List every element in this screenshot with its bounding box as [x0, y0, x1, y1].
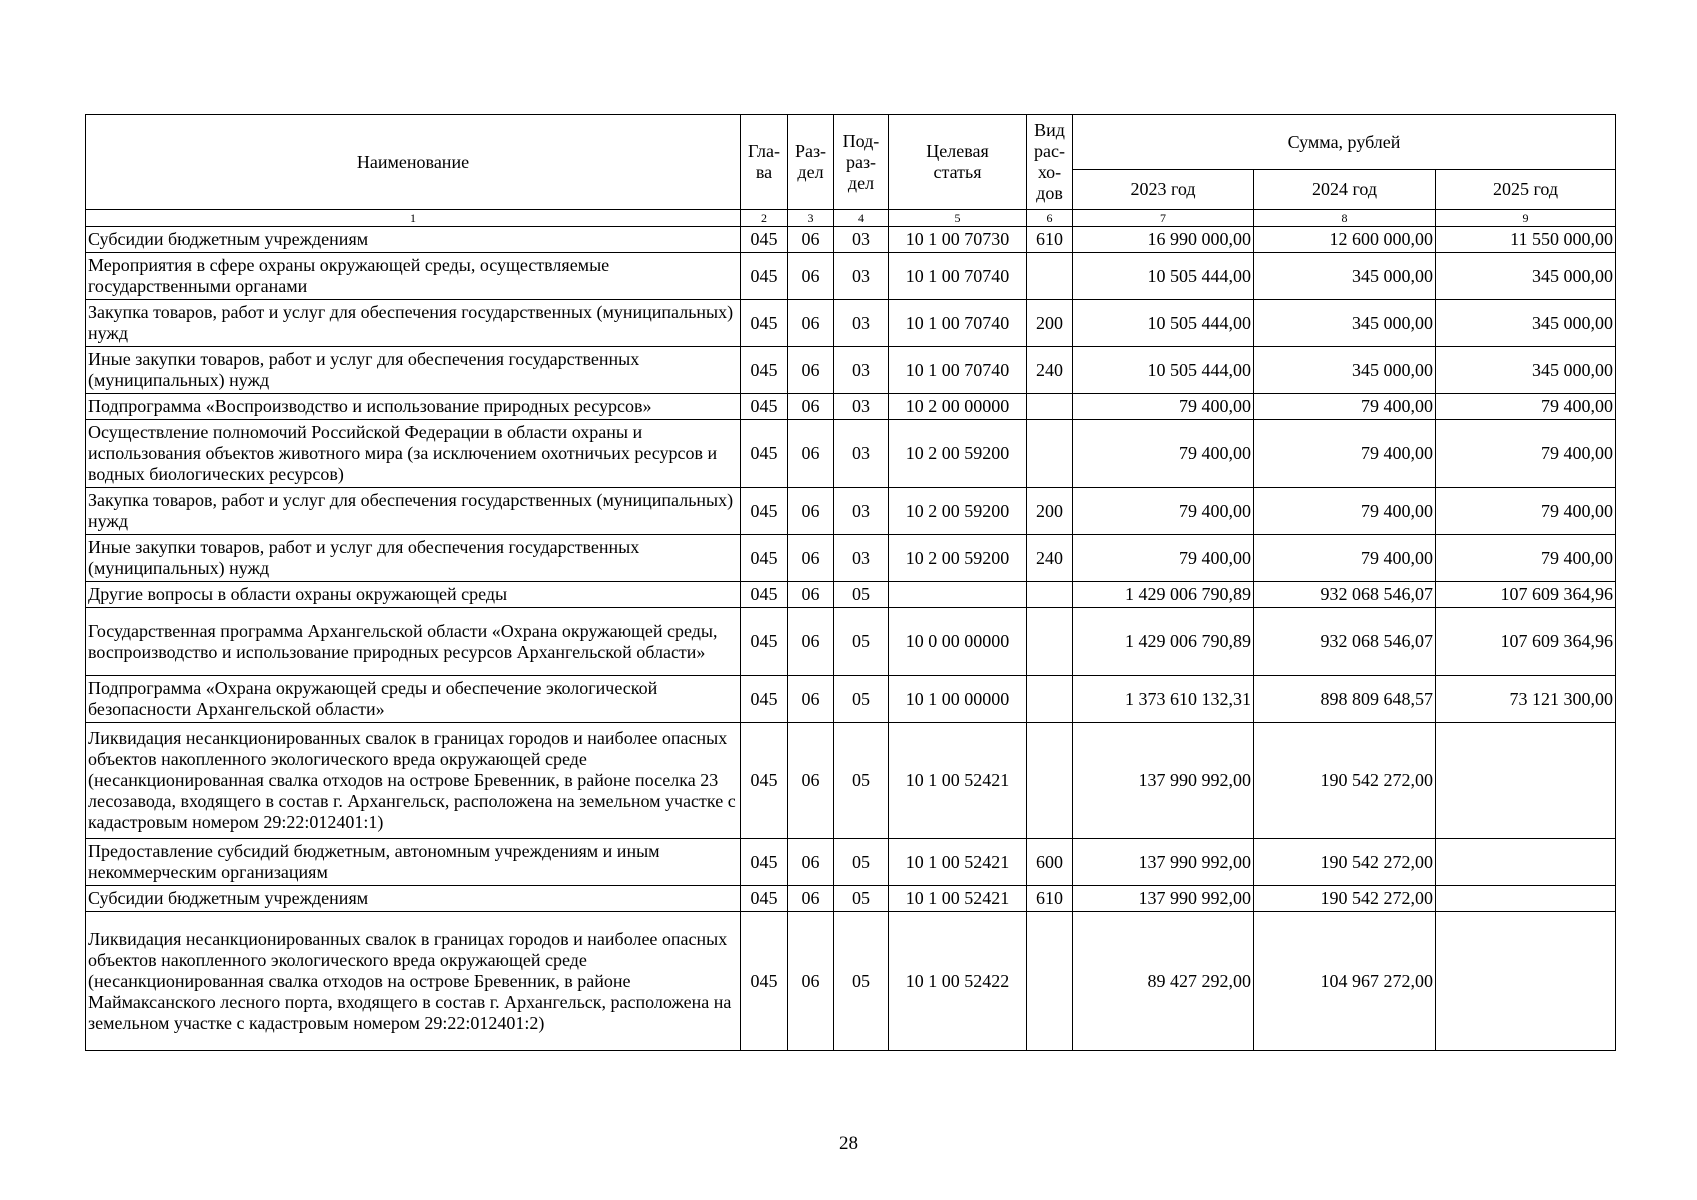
row-name: Осуществление полномочий Российской Федерации в области охраны и использования объектов животного мира (за исключением охотничьих ресурсов и водных биологических ресурсов) — [86, 420, 741, 488]
table-row — [86, 300, 1616, 347]
row-razdel: 06 — [788, 723, 834, 839]
row-vid-raskhodov: 610 — [1027, 886, 1073, 912]
table-row — [86, 676, 1616, 723]
row-glava: 045 — [741, 582, 788, 608]
row-amount-2024: 190 542 272,00 — [1254, 723, 1436, 839]
col-number: 5 — [889, 210, 1027, 227]
row-razdel: 06 — [788, 608, 834, 676]
row-amount-2023: 10 505 444,00 — [1073, 347, 1254, 394]
table-row — [86, 912, 1616, 1051]
row-amount-2025 — [1436, 912, 1616, 1051]
row-amount-2024: 12 600 000,00 — [1254, 227, 1436, 253]
header-name: Наименование — [86, 115, 741, 210]
table-row — [86, 839, 1616, 886]
row-razdel: 06 — [788, 300, 834, 347]
row-amount-2024: 345 000,00 — [1254, 300, 1436, 347]
row-podrazdel: 03 — [834, 300, 889, 347]
row-amount-2024: 898 809 648,57 — [1254, 676, 1436, 723]
row-glava: 045 — [741, 723, 788, 839]
header-year-2023: 2023 год — [1073, 170, 1254, 210]
row-tselevaya-statya: 10 1 00 70730 — [889, 227, 1027, 253]
row-tselevaya-statya: 10 1 00 70740 — [889, 347, 1027, 394]
row-podrazdel: 05 — [834, 608, 889, 676]
row-amount-2025: 79 400,00 — [1436, 394, 1616, 420]
row-name: Государственная программа Архангельской области «Охрана окружающей среды, воспроизводство и использование природных ресурсов Архангельской области» — [86, 608, 741, 676]
row-name: Предоставление субсидий бюджетным, автономным учреждениям и иным некоммерческим организациям — [86, 839, 741, 886]
budget-table — [85, 114, 1616, 1051]
row-glava: 045 — [741, 886, 788, 912]
row-glava: 045 — [741, 608, 788, 676]
row-amount-2025: 79 400,00 — [1436, 488, 1616, 535]
row-amount-2024: 932 068 546,07 — [1254, 608, 1436, 676]
header-tselevaya-statya: Целевая статья — [889, 115, 1027, 210]
col-number: 7 — [1073, 210, 1254, 227]
row-tselevaya-statya: 10 2 00 59200 — [889, 420, 1027, 488]
row-podrazdel: 05 — [834, 839, 889, 886]
row-glava: 045 — [741, 488, 788, 535]
col-number: 3 — [788, 210, 834, 227]
row-razdel: 06 — [788, 488, 834, 535]
row-glava: 045 — [741, 535, 788, 582]
row-amount-2025: 345 000,00 — [1436, 253, 1616, 300]
row-podrazdel: 05 — [834, 912, 889, 1051]
row-amount-2024: 79 400,00 — [1254, 394, 1436, 420]
row-glava: 045 — [741, 676, 788, 723]
row-vid-raskhodov — [1027, 676, 1073, 723]
row-amount-2024: 79 400,00 — [1254, 535, 1436, 582]
row-razdel: 06 — [788, 394, 834, 420]
table-row — [86, 488, 1616, 535]
page-number: 28 — [839, 1133, 858, 1154]
row-tselevaya-statya: 10 2 00 00000 — [889, 394, 1027, 420]
row-razdel: 06 — [788, 676, 834, 723]
table-row — [86, 420, 1616, 488]
row-amount-2025: 345 000,00 — [1436, 300, 1616, 347]
table-row — [86, 394, 1616, 420]
row-razdel: 06 — [788, 253, 834, 300]
row-vid-raskhodov — [1027, 253, 1073, 300]
row-name: Подпрограмма «Охрана окружающей среды и обеспечение экологической безопасности Архангельской области» — [86, 676, 741, 723]
row-podrazdel: 03 — [834, 535, 889, 582]
table-row — [86, 608, 1616, 676]
row-podrazdel: 03 — [834, 227, 889, 253]
table-row — [86, 723, 1616, 839]
row-vid-raskhodov: 200 — [1027, 488, 1073, 535]
row-vid-raskhodov — [1027, 723, 1073, 839]
col-number: 6 — [1027, 210, 1073, 227]
row-tselevaya-statya: 10 2 00 59200 — [889, 535, 1027, 582]
row-amount-2025 — [1436, 723, 1616, 839]
table-row — [86, 582, 1616, 608]
row-amount-2023: 79 400,00 — [1073, 394, 1254, 420]
table-row — [86, 227, 1616, 253]
row-name: Ликвидация несанкционированных свалок в границах городов и наиболее опасных объектов накопленного экологического вреда окружающей среде (несанкционированная свалка отходов на острове Бревенник, в районе поселка 23 лесозавода, входящего в состав г. Архангельск, расположена на земельном участке с кадастровым номером 29:22:012401:1) — [86, 723, 741, 839]
row-razdel: 06 — [788, 420, 834, 488]
header-vid-raskhodov: Вид рас- хо- дов — [1027, 115, 1073, 210]
row-amount-2023: 1 429 006 790,89 — [1073, 582, 1254, 608]
row-amount-2024: 932 068 546,07 — [1254, 582, 1436, 608]
row-name: Иные закупки товаров, работ и услуг для обеспечения государственных (муниципальных) нужд — [86, 347, 741, 394]
row-amount-2024: 190 542 272,00 — [1254, 886, 1436, 912]
row-tselevaya-statya: 10 1 00 70740 — [889, 300, 1027, 347]
row-vid-raskhodov: 600 — [1027, 839, 1073, 886]
header-summa: Сумма, рублей — [1073, 115, 1616, 170]
row-glava: 045 — [741, 347, 788, 394]
row-amount-2023: 137 990 992,00 — [1073, 723, 1254, 839]
row-amount-2024: 79 400,00 — [1254, 488, 1436, 535]
row-amount-2023: 10 505 444,00 — [1073, 253, 1254, 300]
row-amount-2023: 137 990 992,00 — [1073, 839, 1254, 886]
row-podrazdel: 03 — [834, 347, 889, 394]
row-name: Субсидии бюджетным учреждениям — [86, 227, 741, 253]
row-name: Закупка товаров, работ и услуг для обеспечения государственных (муниципальных) нужд — [86, 488, 741, 535]
row-tselevaya-statya: 10 0 00 00000 — [889, 608, 1027, 676]
header-year-2024: 2024 год — [1254, 170, 1436, 210]
row-amount-2025: 79 400,00 — [1436, 420, 1616, 488]
row-glava: 045 — [741, 912, 788, 1051]
row-podrazdel: 03 — [834, 253, 889, 300]
row-vid-raskhodov — [1027, 912, 1073, 1051]
row-razdel: 06 — [788, 347, 834, 394]
row-vid-raskhodov — [1027, 582, 1073, 608]
row-razdel: 06 — [788, 886, 834, 912]
row-glava: 045 — [741, 394, 788, 420]
row-amount-2025: 345 000,00 — [1436, 347, 1616, 394]
table-row — [86, 886, 1616, 912]
row-tselevaya-statya — [889, 582, 1027, 608]
row-razdel: 06 — [788, 912, 834, 1051]
table-row — [86, 253, 1616, 300]
row-razdel: 06 — [788, 227, 834, 253]
row-name: Подпрограмма «Воспроизводство и использование природных ресурсов» — [86, 394, 741, 420]
row-amount-2023: 1 429 006 790,89 — [1073, 608, 1254, 676]
row-tselevaya-statya: 10 1 00 52421 — [889, 839, 1027, 886]
row-name: Ликвидация несанкционированных свалок в границах городов и наиболее опасных объектов накопленного экологического вреда окружающей среде (несанкционированная свалка отходов на острове Бревенник, в районе Маймаксанского лесного порта, входящего в состав г. Архангельск, расположена на земельном участке с кадастровым номером 29:22:012401:2) — [86, 912, 741, 1051]
row-amount-2024: 190 542 272,00 — [1254, 839, 1436, 886]
row-razdel: 06 — [788, 839, 834, 886]
row-tselevaya-statya: 10 2 00 59200 — [889, 488, 1027, 535]
header-glava: Гла- ва — [741, 115, 788, 210]
row-podrazdel: 03 — [834, 420, 889, 488]
row-glava: 045 — [741, 300, 788, 347]
row-amount-2023: 79 400,00 — [1073, 535, 1254, 582]
row-razdel: 06 — [788, 582, 834, 608]
row-amount-2025: 107 609 364,96 — [1436, 582, 1616, 608]
col-number: 1 — [86, 210, 741, 227]
row-tselevaya-statya: 10 1 00 00000 — [889, 676, 1027, 723]
row-tselevaya-statya: 10 1 00 70740 — [889, 253, 1027, 300]
row-amount-2025: 11 550 000,00 — [1436, 227, 1616, 253]
row-amount-2024: 104 967 272,00 — [1254, 912, 1436, 1051]
row-podrazdel: 03 — [834, 488, 889, 535]
header-podrazdel: Под- раз- дел — [834, 115, 889, 210]
header-razdel: Раз- дел — [788, 115, 834, 210]
row-amount-2023: 79 400,00 — [1073, 488, 1254, 535]
row-podrazdel: 05 — [834, 723, 889, 839]
row-amount-2023: 137 990 992,00 — [1073, 886, 1254, 912]
row-name: Иные закупки товаров, работ и услуг для обеспечения государственных (муниципальных) нужд — [86, 535, 741, 582]
row-podrazdel: 05 — [834, 676, 889, 723]
row-amount-2024: 345 000,00 — [1254, 253, 1436, 300]
row-tselevaya-statya: 10 1 00 52421 — [889, 886, 1027, 912]
row-amount-2024: 79 400,00 — [1254, 420, 1436, 488]
row-amount-2025: 79 400,00 — [1436, 535, 1616, 582]
row-podrazdel: 05 — [834, 582, 889, 608]
row-vid-raskhodov: 610 — [1027, 227, 1073, 253]
row-vid-raskhodov: 200 — [1027, 300, 1073, 347]
col-number: 4 — [834, 210, 889, 227]
row-podrazdel: 03 — [834, 394, 889, 420]
row-vid-raskhodov — [1027, 394, 1073, 420]
row-amount-2024: 345 000,00 — [1254, 347, 1436, 394]
row-amount-2023: 89 427 292,00 — [1073, 912, 1254, 1051]
col-number: 9 — [1436, 210, 1616, 227]
col-number: 2 — [741, 210, 788, 227]
row-amount-2025 — [1436, 839, 1616, 886]
row-vid-raskhodov — [1027, 608, 1073, 676]
row-razdel: 06 — [788, 535, 834, 582]
header-year-2025: 2025 год — [1436, 170, 1616, 210]
row-amount-2023: 16 990 000,00 — [1073, 227, 1254, 253]
row-glava: 045 — [741, 839, 788, 886]
row-name: Мероприятия в сфере охраны окружающей среды, осуществляемые государственными органами — [86, 253, 741, 300]
row-podrazdel: 05 — [834, 886, 889, 912]
table-row — [86, 347, 1616, 394]
row-amount-2023: 1 373 610 132,31 — [1073, 676, 1254, 723]
col-number: 8 — [1254, 210, 1436, 227]
row-vid-raskhodov: 240 — [1027, 535, 1073, 582]
row-vid-raskhodov — [1027, 420, 1073, 488]
row-amount-2023: 10 505 444,00 — [1073, 300, 1254, 347]
table-header — [86, 115, 1616, 227]
row-amount-2025: 73 121 300,00 — [1436, 676, 1616, 723]
table-row — [86, 535, 1616, 582]
row-amount-2025: 107 609 364,96 — [1436, 608, 1616, 676]
row-glava: 045 — [741, 253, 788, 300]
row-name: Субсидии бюджетным учреждениям — [86, 886, 741, 912]
row-amount-2023: 79 400,00 — [1073, 420, 1254, 488]
row-tselevaya-statya: 10 1 00 52421 — [889, 723, 1027, 839]
row-vid-raskhodov: 240 — [1027, 347, 1073, 394]
row-glava: 045 — [741, 227, 788, 253]
row-name: Другие вопросы в области охраны окружающей среды — [86, 582, 741, 608]
row-name: Закупка товаров, работ и услуг для обеспечения государственных (муниципальных) нужд — [86, 300, 741, 347]
row-amount-2025 — [1436, 886, 1616, 912]
row-glava: 045 — [741, 420, 788, 488]
table-body — [86, 227, 1616, 1051]
row-tselevaya-statya: 10 1 00 52422 — [889, 912, 1027, 1051]
